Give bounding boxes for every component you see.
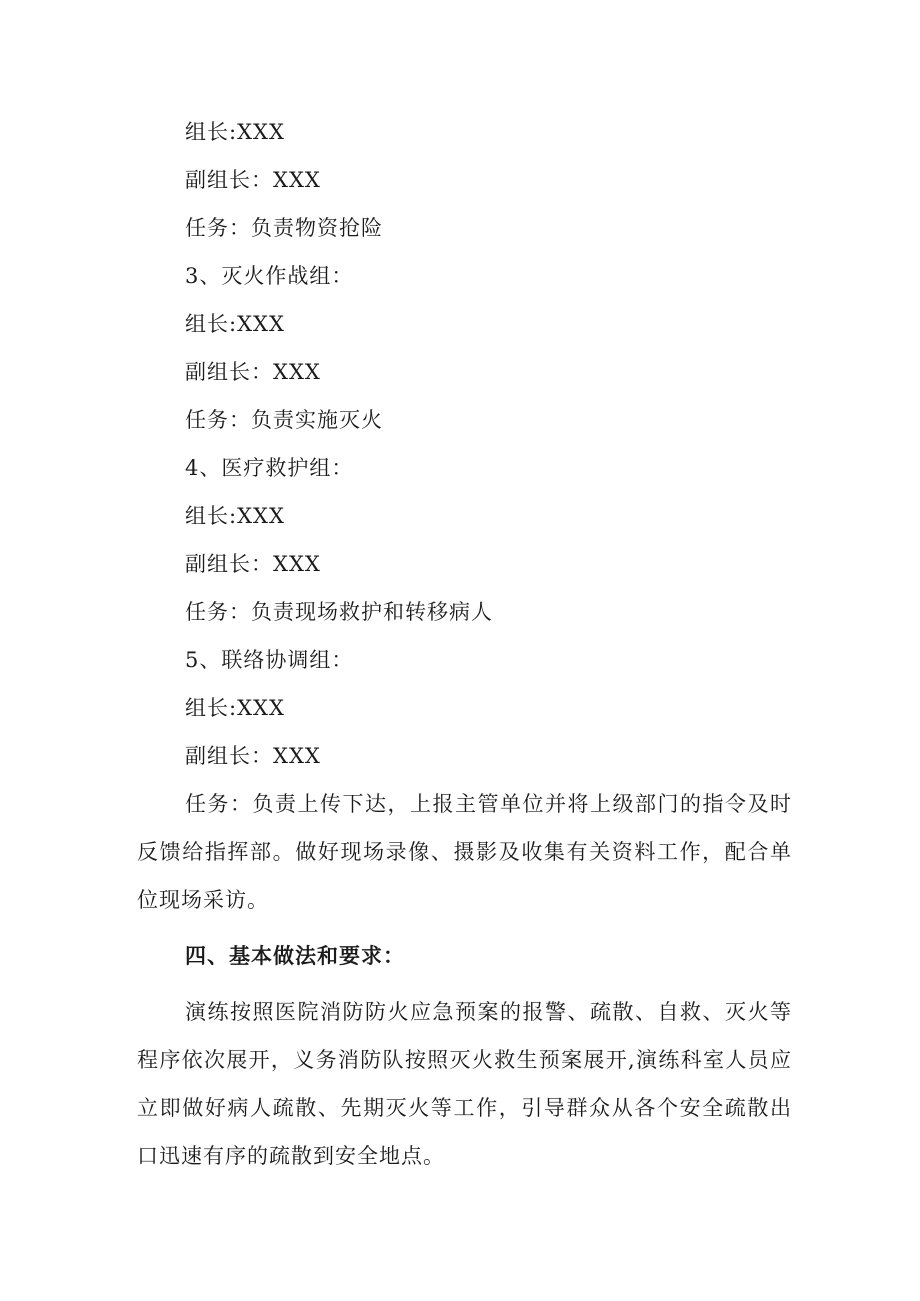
task-line: 任务：负责物资抢险 bbox=[185, 216, 383, 240]
task-line: 任务：负责现场救护和转移病人 bbox=[185, 600, 493, 624]
group-title-liaison: 5、联络协调组： bbox=[185, 648, 354, 672]
deputy-leader-line: 副组长：XXX bbox=[185, 168, 321, 192]
task-line: 任务：负责实施灭火 bbox=[185, 408, 383, 432]
deputy-leader-line: 副组长：XXX bbox=[185, 552, 321, 576]
group-leader-line: 组长:XXX bbox=[185, 696, 285, 720]
group-title-medical: 4、医疗救护组： bbox=[185, 456, 354, 480]
section-heading: 四、基本做法和要求： bbox=[185, 944, 405, 968]
deputy-leader-line: 副组长：XXX bbox=[185, 744, 321, 768]
group-leader-line: 组长:XXX bbox=[185, 120, 285, 144]
group-leader-line: 组长:XXX bbox=[185, 312, 285, 336]
group-title-firefighting: 3、灭火作战组： bbox=[185, 264, 354, 288]
liaison-task-paragraph: 任务：负责上传下达，上报主管单位并将上级部门的指令及时反馈给指挥部。做好现场录像、摄影及收集有关资料工作，配合单位现场采访。 bbox=[137, 792, 792, 912]
document-body bbox=[137, 108, 792, 1180]
deputy-leader-line: 副组长：XXX bbox=[185, 360, 321, 384]
group-leader-line: 组长:XXX bbox=[185, 504, 285, 528]
section-paragraph: 演练按照医院消防防火应急预案的报警、疏散、自救、灭火等程序依次展开，义务消防队按照灭火救生预案展开,演练科室人员应立即做好病人疏散、先期灭火等工作，引导群众从各个安全疏散出口迅速有序的疏散到安全地点。 bbox=[137, 1000, 792, 1168]
